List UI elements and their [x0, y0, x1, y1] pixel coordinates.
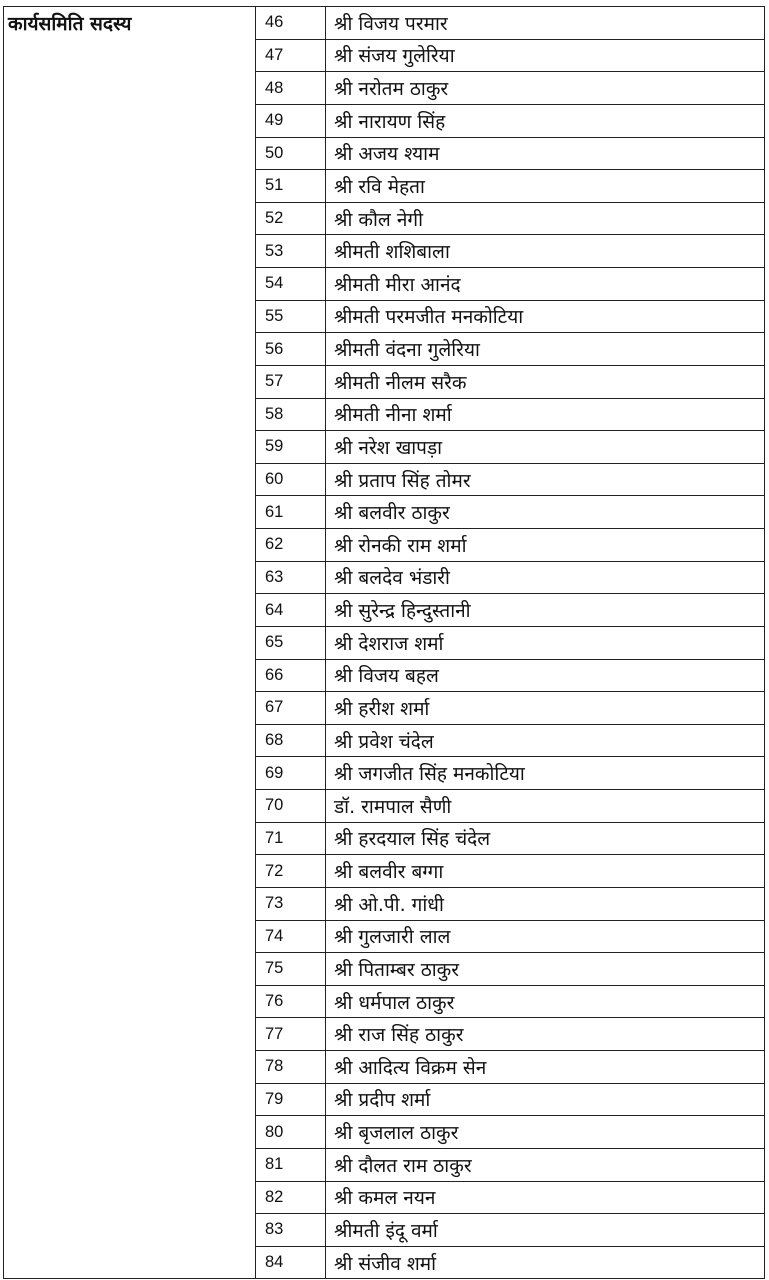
category-label: कार्यसमिति सदस्य — [4, 7, 256, 1279]
serial-number: 67 — [256, 692, 326, 725]
member-name: श्री हरदयाल सिंह चंदेल — [326, 822, 765, 855]
member-name: श्री संजीव शर्मा — [326, 1246, 765, 1279]
serial-number: 69 — [256, 757, 326, 790]
member-name: श्री देशराज शर्मा — [326, 626, 765, 659]
serial-number: 62 — [256, 529, 326, 562]
member-name: श्री विजय परमार — [326, 7, 765, 40]
serial-number: 53 — [256, 235, 326, 268]
member-name: श्री बृजलाल ठाकुर — [326, 1116, 765, 1149]
serial-number: 73 — [256, 887, 326, 920]
serial-number: 46 — [256, 7, 326, 40]
serial-number: 80 — [256, 1116, 326, 1149]
serial-number: 65 — [256, 626, 326, 659]
serial-number: 48 — [256, 72, 326, 105]
serial-number: 57 — [256, 365, 326, 398]
member-name: श्री नरेश खापड़ा — [326, 431, 765, 464]
member-name: श्री रवि मेहता — [326, 170, 765, 203]
serial-number: 63 — [256, 561, 326, 594]
member-name: श्रीमती इंदू वर्मा — [326, 1214, 765, 1247]
member-name: श्री हरीश शर्मा — [326, 692, 765, 725]
table-row — [4, 7, 765, 40]
member-name: श्री बलवीर बग्गा — [326, 855, 765, 888]
serial-number: 70 — [256, 790, 326, 823]
member-name: श्री धर्मपाल ठाकुर — [326, 985, 765, 1018]
member-name: डॉ. रामपाल सैणी — [326, 790, 765, 823]
member-name: श्री प्रदीप शर्मा — [326, 1083, 765, 1116]
serial-number: 60 — [256, 463, 326, 496]
serial-number: 59 — [256, 431, 326, 464]
serial-number: 49 — [256, 104, 326, 137]
serial-number: 84 — [256, 1246, 326, 1279]
member-name: श्रीमती परमजीत मनकोटिया — [326, 300, 765, 333]
member-name: श्रीमती वंदना गुलेरिया — [326, 333, 765, 366]
serial-number: 68 — [256, 724, 326, 757]
member-name: श्री सुरेन्द्र हिन्दुस्तानी — [326, 594, 765, 627]
member-name: श्री नरोतम ठाकुर — [326, 72, 765, 105]
serial-number: 54 — [256, 268, 326, 301]
member-table-body — [4, 7, 765, 1279]
serial-number: 58 — [256, 398, 326, 431]
member-name: श्री रोनकी राम शर्मा — [326, 529, 765, 562]
member-name: श्रीमती शशिबाला — [326, 235, 765, 268]
member-name: श्री प्रवेश चंदेल — [326, 724, 765, 757]
member-name: श्रीमती नीना शर्मा — [326, 398, 765, 431]
member-name: श्री विजय बहल — [326, 659, 765, 692]
member-name: श्री दौलत राम ठाकुर — [326, 1148, 765, 1181]
serial-number: 75 — [256, 953, 326, 986]
serial-number: 77 — [256, 1018, 326, 1051]
serial-number: 81 — [256, 1148, 326, 1181]
serial-number: 82 — [256, 1181, 326, 1214]
serial-number: 71 — [256, 822, 326, 855]
member-name: श्री नारायण सिंह — [326, 104, 765, 137]
serial-number: 55 — [256, 300, 326, 333]
serial-number: 72 — [256, 855, 326, 888]
member-name: श्री प्रताप सिंह तोमर — [326, 463, 765, 496]
serial-number: 50 — [256, 137, 326, 170]
member-name: श्री कमल नयन — [326, 1181, 765, 1214]
member-name: श्री बलदेव भंडारी — [326, 561, 765, 594]
member-name: श्रीमती नीलम सरैक — [326, 365, 765, 398]
member-name: श्री अजय श्याम — [326, 137, 765, 170]
member-name: श्री गुलजारी लाल — [326, 920, 765, 953]
member-name: श्री आदित्य विक्रम सेन — [326, 1051, 765, 1084]
serial-number: 78 — [256, 1051, 326, 1084]
serial-number: 79 — [256, 1083, 326, 1116]
serial-number: 83 — [256, 1214, 326, 1247]
serial-number: 56 — [256, 333, 326, 366]
serial-number: 66 — [256, 659, 326, 692]
serial-number: 51 — [256, 170, 326, 203]
serial-number: 64 — [256, 594, 326, 627]
member-name: श्री ओ.पी. गांधी — [326, 887, 765, 920]
member-name: श्री जगजीत सिंह मनकोटिया — [326, 757, 765, 790]
member-name: श्री संजय गुलेरिया — [326, 39, 765, 72]
member-name: श्री राज सिंह ठाकुर — [326, 1018, 765, 1051]
member-table — [3, 6, 765, 1279]
serial-number: 47 — [256, 39, 326, 72]
serial-number: 76 — [256, 985, 326, 1018]
member-name: श्री बलवीर ठाकुर — [326, 496, 765, 529]
member-name: श्री कौल नेगी — [326, 202, 765, 235]
serial-number: 52 — [256, 202, 326, 235]
serial-number: 74 — [256, 920, 326, 953]
member-name: श्रीमती मीरा आनंद — [326, 268, 765, 301]
serial-number: 61 — [256, 496, 326, 529]
member-name: श्री पिताम्बर ठाकुर — [326, 953, 765, 986]
